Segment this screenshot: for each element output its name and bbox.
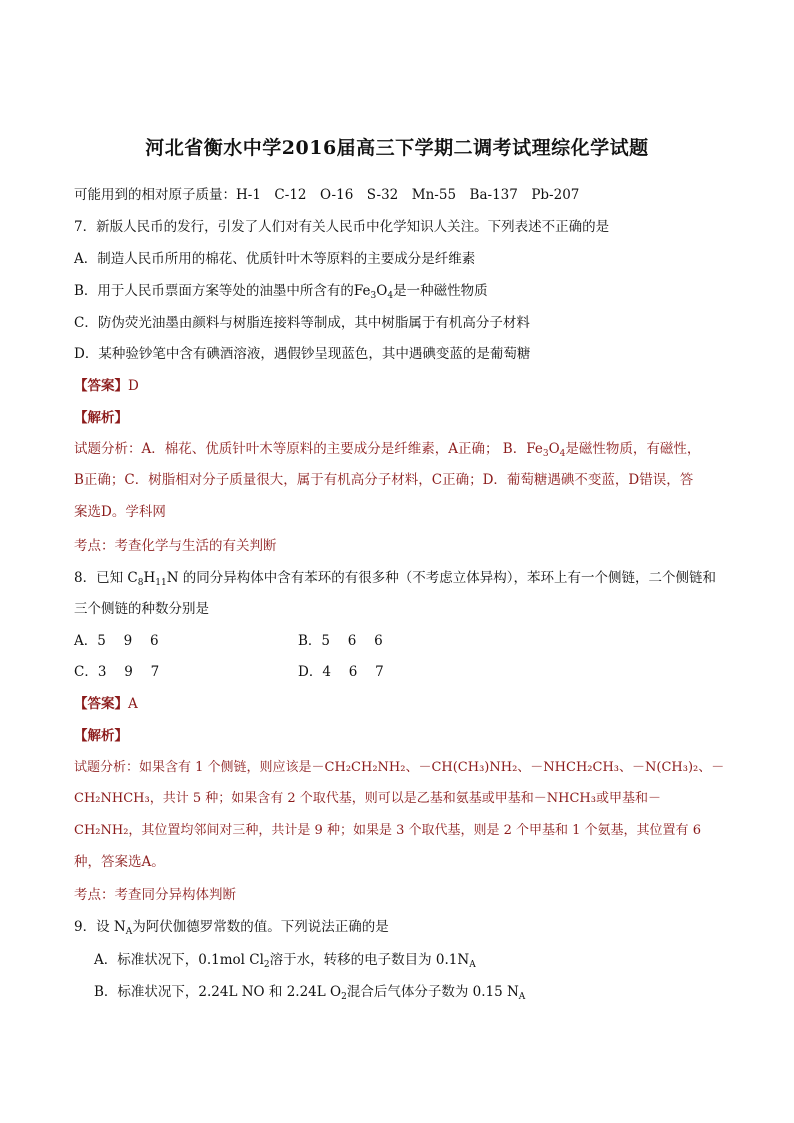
answer-value: D [128, 378, 139, 394]
q8-option-a: A．5 9 6 [74, 633, 159, 649]
q8-stem-1: 8．已知 $C_8H_{11}N$ 的同分异构体中含有苯环的有很多种（不考虑立体异构），苯环上有一个侧链，二个侧链和 [74, 570, 717, 588]
q8-option-b: B．5 6 6 [298, 633, 383, 649]
q9-option-a: A．标准状况下，0.1mol $Cl_2$溶于水，转移的电子数目为 $0.1N_A$ [94, 952, 476, 970]
q7-option-a: A．制造人民币所用的棉花、优质针叶木等原料的主要成分是纤维素 [74, 251, 476, 267]
q7-point: 考点：考查化学与生活的有关判断 [74, 538, 277, 554]
q7-answer [74, 377, 139, 395]
q8-analysis-3: CH₂NH₂，其位置均邻间对三种，共计是 9 种；如果是 3 个取代基，则是 2 个甲基和 1 个氨基，其位置有 6 [74, 823, 701, 838]
q8-option-d: D．4 6 7 [298, 664, 384, 680]
q8-analysis-4: 种，答案选A。 [74, 854, 165, 870]
answer-label: 【答案】 [74, 378, 128, 394]
q7-stem: 7．新版人民币的发行，引发了人们对有关人民币中化学知识人关注。下列表述不正确的是 [74, 219, 610, 235]
q7-option-c: C．防伪荧光油墨由颜料与树脂连接料等制成，其中树脂属于有机高分子材料 [74, 315, 530, 331]
atomic-mass-line: 可能用到的相对原子质量：H-1 C-12 O-16 S-32 Mn-55 Ba-137 Pb-207 [74, 187, 580, 203]
q7-analysis-3: 案选D。学科网 [74, 504, 166, 520]
q8-analysis-2: CH₂NHCH₃，共计 5 种；如果含有 2 个取代基，则可以是乙基和氨基或甲基和－NHCH₃或甲基和－ [74, 791, 661, 806]
page-title: 河北省衡水中学2016届高三下学期二调考试理综化学试题 [145, 137, 649, 159]
q7-analysis-1: 试题分析：A．棉花、优质针叶木等原料的主要成分是纤维素，A正确； B．$Fe_3O_4$是磁性物质，有磁性， [74, 441, 701, 459]
q9-stem: 9．设 $N_A$为阿伏伽德罗常数的值。下列说法正确的是 [74, 919, 389, 937]
q7-analysis-2: B正确；C．树脂相对分子质量很大，属于有机高分子材料，C正确；D．葡萄糖遇碘不变蓝，D错误，答 [74, 472, 694, 488]
q8-option-c: C．3 9 7 [74, 664, 160, 680]
q8-answer: 【答案】A [74, 696, 138, 712]
q8-analysis-label: 【解析】 [74, 728, 128, 744]
q7-option-b: B．用于人民币票面方案等处的油墨中所含有的$Fe_3O_4$是一种磁性物质 [74, 283, 488, 301]
q8-point: 考点：考查同分异构体判断 [74, 887, 236, 903]
q9-option-b: B．标准状况下，2.24L NO 和 2.24L $O_2$混合后气体分子数为 0.15 $N_A$ [94, 984, 526, 1002]
q7-option-d: D．某种验钞笔中含有碘酒溶液，遇假钞呈现蓝色，其中遇碘变蓝的是葡萄糖 [74, 346, 531, 362]
q8-stem-2: 三个侧链的种数分别是 [74, 601, 209, 617]
q8-analysis-1: 试题分析：如果含有 1 个侧链，则应该是－CH₂CH₂NH₂、－CH(CH₃)NH₂、－NHCH₂CH₃、－N(CH₃)₂、－ [74, 760, 725, 775]
q7-analysis-label: 【解析】 [74, 410, 128, 426]
